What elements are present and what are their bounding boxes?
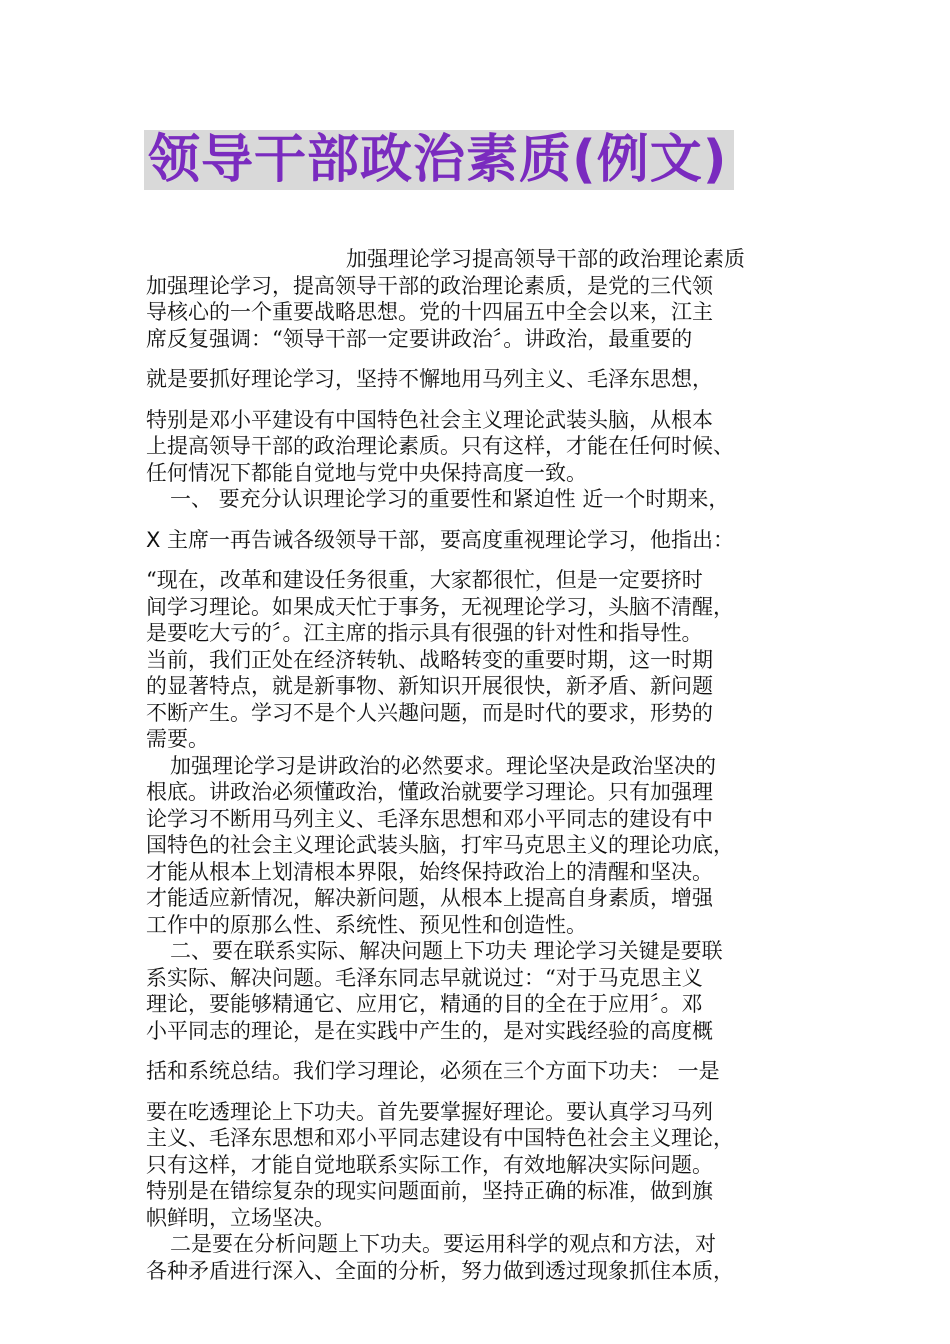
text-line: 特别是邓小平建设有中国特色社会主义理论武装头脑，从根本 xyxy=(146,407,713,432)
text-line: 加强理论学习提高领导干部的政治理论素质 xyxy=(346,247,745,271)
text-line: 小平同志的理论，是在实践中产生的，是对实践经验的高度概 xyxy=(146,1018,713,1043)
text-line: “现在，改革和建设任务很重，大家都很忙，但是一定要挤时 xyxy=(146,568,703,592)
text-line: 主义、毛泽东思想和邓小平同志建设有中国特色社会主义理论， xyxy=(146,1126,734,1150)
text-line: 当前，我们正处在经济转轨、战略转变的重要时期，这一时期 xyxy=(146,647,713,672)
text-line: 就是要抓好理论学习，坚持不懈地用马列主义、毛泽东思想， xyxy=(146,367,713,391)
text-line: 才能适应新情况，解决新问题，从根本上提高自身素质，增强 xyxy=(146,886,713,910)
text-line: 上提高领导干部的政治理论素质。只有这样，才能在任何时候、 xyxy=(146,434,734,458)
text-line: 是要吃大亏的〞。江主席的指示具有很强的针对性和指导性。 xyxy=(146,621,703,645)
document-body xyxy=(146,246,806,1284)
text-line: 任何情况下都能自觉地与党中央保持高度一致。 xyxy=(146,460,587,485)
text-line: 一、 要充分认识理论学习的重要性和紧迫性 近一个时期来， xyxy=(170,487,730,511)
text-line: 论学习不断用马列主义、毛泽东思想和邓小平同志的建设有中 xyxy=(146,806,713,831)
document-title: 领导干部政治素质(例文) xyxy=(144,130,734,190)
text-line: 间学习理论。如果成天忙于事务，无视理论学习，头脑不清醒， xyxy=(146,594,734,619)
text-line: 国特色的社会主义理论武装头脑，打牢马克思主义的理论功底， xyxy=(146,833,734,857)
text-line: 二、要在联系实际、解决问题上下功夫 理论学习关键是要联 xyxy=(170,939,723,963)
text-line: 的显著特点，就是新事物、新知识开展很快，新矛盾、新问题 xyxy=(146,674,713,698)
text-line: 二是要在分析问题上下功夫。要运用科学的观点和方法，对 xyxy=(170,1232,716,1256)
text-line: X 主席一再告诫各级领导干部，要高度重视理论学习，他指出： xyxy=(146,527,735,552)
text-line: 工作中的原那么性、系统性、预见性和创造性。 xyxy=(146,912,587,937)
text-line: 加强理论学习，提高领导干部的政治理论素质，是党的三代领 xyxy=(146,273,713,298)
text-line: 不断产生。学习不是个人兴趣问题，而是时代的要求，形势的 xyxy=(146,700,713,725)
text-line: 只有这样，才能自觉地联系实际工作，有效地解决实际问题。 xyxy=(146,1152,713,1177)
text-line: 括和系统总结。我们学习理论，必须在三个方面下功夫： 一是 xyxy=(146,1059,720,1083)
text-line: 导核心的一个重要战略思想。党的十四届五中全会以来，江主 xyxy=(146,300,713,324)
text-line: 理论，要能够精通它、应用它，精通的目的全在于应用〞。邓 xyxy=(146,992,703,1016)
text-line: 才能从根本上划清根本界限，始终保持政治上的清醒和坚决。 xyxy=(146,859,713,884)
text-line: 帜鲜明，立场坚决。 xyxy=(146,1205,335,1230)
text-line: 特别是在错综复杂的现实问题面前，坚持正确的标准，做到旗 xyxy=(146,1179,713,1203)
text-line: 系实际、解决问题。毛泽东同志早就说过：“对于马克思主义 xyxy=(146,965,703,990)
text-line: 要在吃透理论上下功夫。首先要掌握好理论。要认真学习马列 xyxy=(146,1099,713,1124)
text-line: 席反复强调：“领导干部一定要讲政治〞。讲政治，最重要的 xyxy=(146,326,693,351)
text-line: 需要。 xyxy=(146,727,209,751)
text-line: 加强理论学习是讲政治的必然要求。理论坚决是政治坚决的 xyxy=(170,753,716,778)
text-line: 各种矛盾进行深入、全面的分析，努力做到透过现象抓住本质， xyxy=(146,1258,734,1283)
text-line: 根底。讲政治必须懂政治，懂政治就要学习理论。只有加强理 xyxy=(146,780,713,804)
